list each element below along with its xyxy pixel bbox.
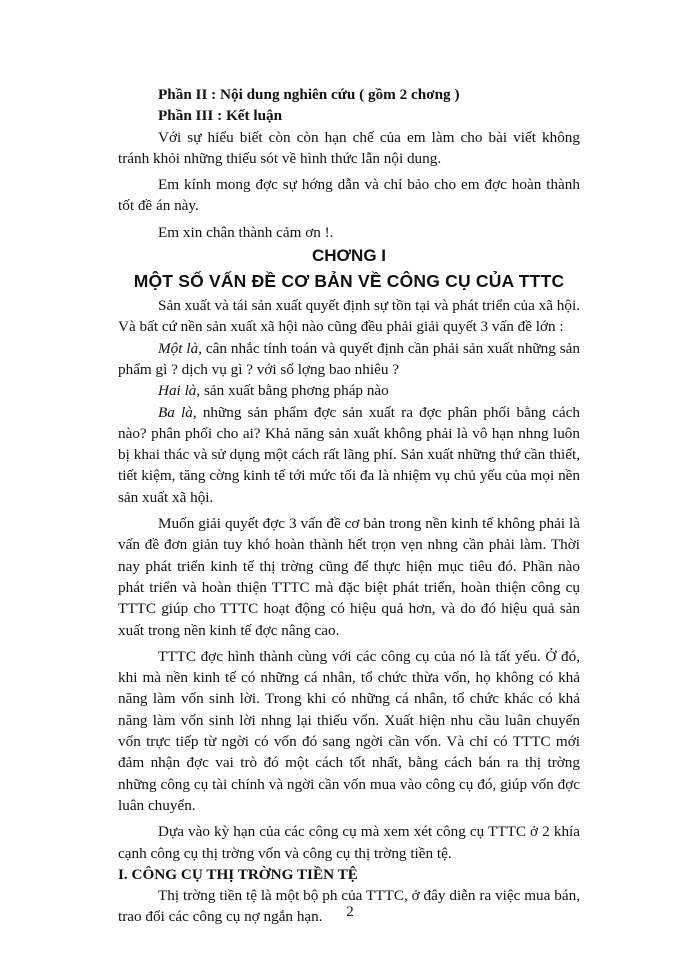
- issue-text: , những sản phẩm đợc sản xuất ra đợc phân phối bằng cách nào? phân phối cho ai? Khả năng sản xuất không phải là vô hạn nhng luôn bị khai thác và sử dụng một cách rất lãng phí. Sản xuất những thứ cần thiết, tiết kiệm, tăng cờng kinh tế tới mức tối đa là nhiệm vụ chủ yếu của mọi nền sản xuất xã hội.: [118, 403, 580, 506]
- issue-one: [118, 338, 580, 381]
- page-content: [118, 84, 580, 928]
- issue-lead: Một là: [158, 339, 199, 357]
- outline-part-2: Phần II : Nội dung nghiên cứu ( gồm 2 chơng ): [158, 86, 460, 103]
- paragraph: Dựa vào kỳ hạn của các công cụ mà xem xét công cụ TTTC ở 2 khía cạnh công cụ thị trờng vốn và công cụ thị trờng tiền tệ.: [118, 823, 580, 862]
- paragraph: Với sự hiểu biết còn còn hạn chế của em làm cho bài viết không tránh khỏi những thiếu sót về hình thức lẫn nội dung.: [118, 128, 580, 167]
- paragraph: Thị trờng tiền tệ là một bộ ph của TTTC, ở đây diễn ra việc mua bán, trao đổi các công cụ nợ ngắn hạn.: [118, 887, 580, 926]
- outline-part-3: Phần III : Kết luận: [158, 107, 283, 125]
- issue-lead: Hai là: [158, 382, 197, 400]
- chapter-number: CHƠNG I: [311, 246, 386, 266]
- issue-three: [118, 402, 580, 508]
- paragraph: Muốn giải quyết đợc 3 vấn đề cơ bản trong nền kinh tế không phải là vấn đề đơn giản tuy khó hoàn thành hết trọn vẹn nhng cần phải làm. Thời nay phát triển kinh tế thị trờng cũng để thực hiện mục tiêu đó. Phần nào phát triển và hoàn thiện TTTC mà đặc biệt phát triển, hoàn thiện công cụ TTTC giúp cho TTTC hoạt động có hiệu quả hơn, và do đó hiệu quả sản xuất trong nền kinh tế đợc nâng cao.: [118, 515, 580, 639]
- paragraph: Em xin chân thành cảm ơn !.: [158, 223, 334, 241]
- section-heading: I. CÔNG CỤ THỊ TRỜNG TIỀN TỆ: [118, 865, 358, 883]
- issue-two: [118, 380, 580, 401]
- paragraph: Em kính mong đợc sự hớng dẫn và chỉ bảo cho em đợc hoàn thành tốt đề án này.: [118, 176, 580, 215]
- chapter-title: MỘT SỐ VẤN ĐỀ CƠ BẢN VỀ CÔNG CỤ CỦA TTTC: [133, 271, 565, 292]
- issue-text: , sản xuất bằng phơng pháp nào: [196, 382, 389, 400]
- paragraph: TTTC đợc hình thành cùng với các công cụ của nó là tất yếu. Ở đó, khi mà nền kinh tế có những cá nhân, tổ chức thừa vốn, họ không có khả năng làm vốn sinh lời. Trong khi có những cá nhân, tổ chức khác có khả năng làm vốn sinh lời nhng lại thiếu vốn. Xuất hiện nhu cầu luân chuyển vốn trực tiếp từ ngời có vốn đó sang ngời cần vốn. Và chỉ có TTTC mới đảm nhận đợc vai trò đó một cách tốt nhất, bằng cách bán ra thị trờng những công cụ tài chính và ngời cần vốn mua vào công cụ đó, giúp vốn đợc luân chuyển.: [118, 647, 580, 814]
- page-number: 2: [346, 904, 354, 920]
- issue-text: , cân nhắc tính toán và quyết định cần phải sản xuất những sản phẩm gì ? dịch vụ gì ? với số lợng bao nhiêu ?: [118, 339, 580, 378]
- paragraph: Sản xuất và tái sản xuất quyết định sự tồn tại và phát triển của xã hội. Và bất cứ nền sản xuất xã hội nào cũng đều phải giải quyết 3 vấn đề lớn :: [118, 297, 580, 336]
- issue-lead: Ba là: [158, 403, 193, 421]
